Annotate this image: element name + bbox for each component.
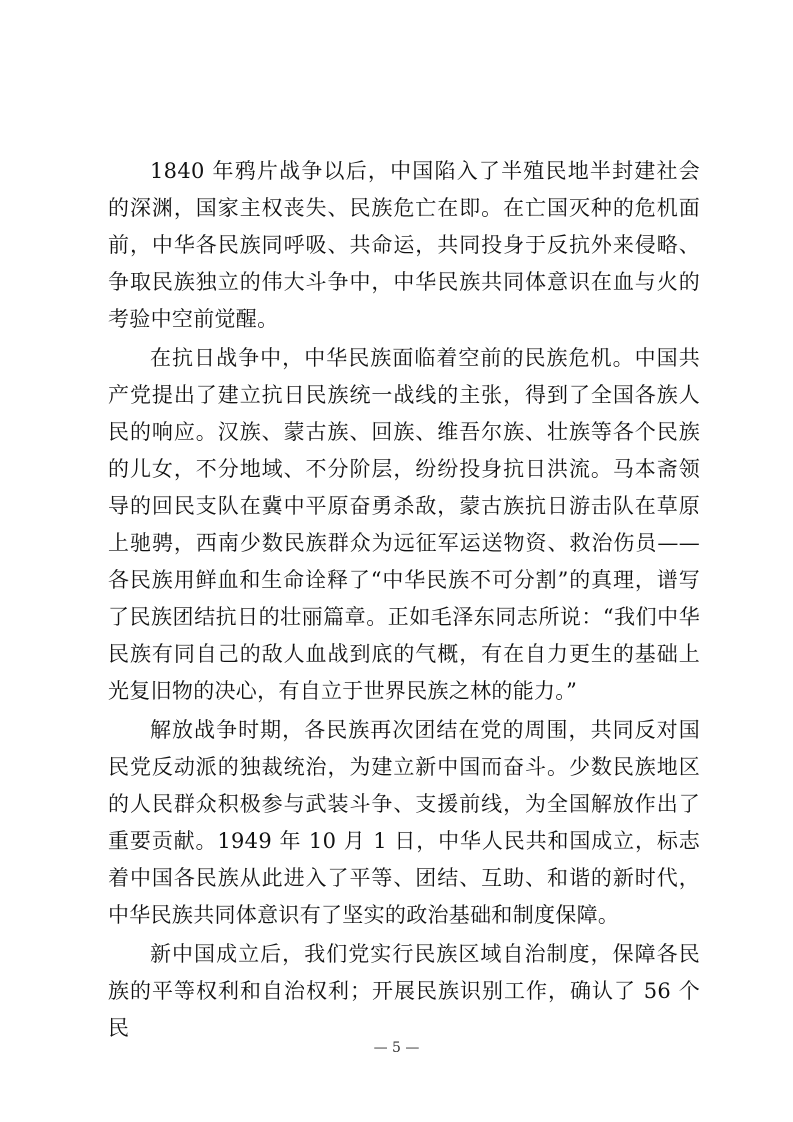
page-number: — 5 — [373, 1040, 420, 1056]
paragraph-3: 解放战争时期，各民族再次团结在党的周围，共同反对国民党反动派的独裁统治，为建立新中国而奋斗。少数民族地区的人民群众积极参与武装斗争、支援前线，为全国解放作出了重要贡献。1949 年 10 月 1 日，中华人民共和国成立，标志着中国各民族从此进入了平等、团结、互助、和谐的新时代，中华民族共同体意识有了坚实的政治基础和制度保障。 [108, 718, 700, 927]
paragraph-4: 新中国成立后，我们党实行民族区域自治制度，保障各民族的平等权利和自治权利；开展民族识别工作，确认了 56 个民 [108, 942, 700, 1040]
paragraph-2: 在抗日战争中，中华民族面临着空前的民族危机。中国共产党提出了建立抗日民族统一战线的主张，得到了全国各族人民的响应。汉族、蒙古族、回族、维吾尔族、壮族等各个民族的儿女，不分地域、不分阶层，纷纷投身抗日洪流。马本斋领导的回民支队在冀中平原奋勇杀敌，蒙古族抗日游击队在草原上驰骋，西南少数民族群众为远征军运送物资、救治伤员——各民族用鲜血和生命诠释了“中华民族不可分割”的真理，谱写了民族团结抗日的壮丽篇章。正如毛泽东同志所说：“我们中华民族有同自己的敌人血战到底的气概，有在自力更生的基础上光复旧物的决心，有自立于世界民族之林的能力。” [108, 346, 700, 703]
paragraph-1: 1840 年鸦片战争以后，中国陷入了半殖民地半封建社会的深渊，国家主权丧失、民族危亡在即。在亡国灭种的危机面前，中华各民族同呼吸、共命运，共同投身于反抗外来侵略、争取民族独立的伟大斗争中，中华民族共同体意识在血与火的考验中空前觉醒。 [108, 159, 700, 331]
body-text [108, 153, 700, 1047]
